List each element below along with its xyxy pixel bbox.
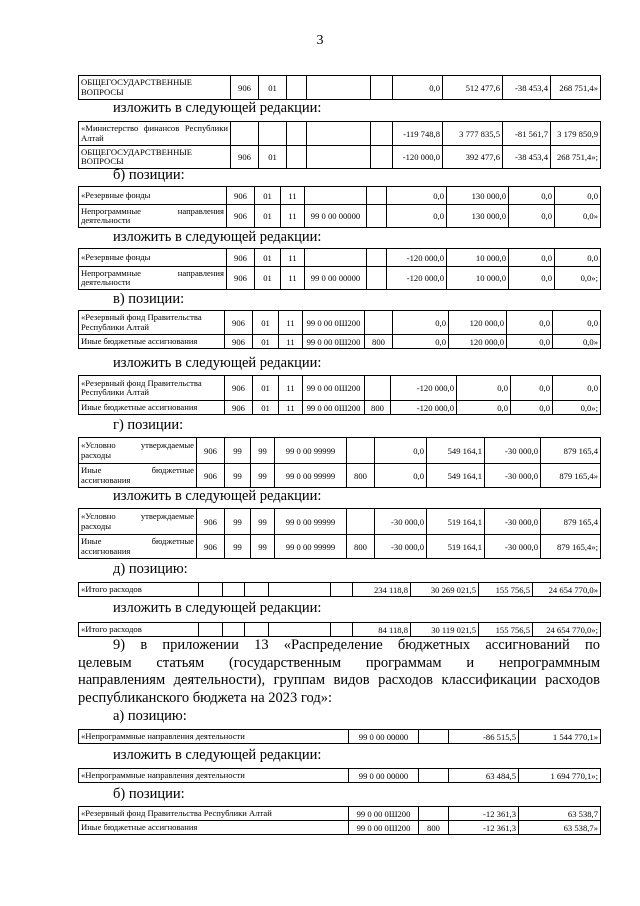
cell-amount: 0,0 xyxy=(375,438,427,464)
cell-target-article: 99 0 00 00000 xyxy=(305,205,367,228)
cell-amount: -30 000,0 xyxy=(375,509,427,535)
cell-name: Непрограммные направления деятельности xyxy=(79,205,227,228)
cell-name: «Непрограммные направления деятельности xyxy=(79,730,349,744)
section-heading: д) позицию: xyxy=(113,561,188,577)
cell-name: «Резервный фонд Правительства Республики Алтай xyxy=(79,376,225,401)
cell-target-article xyxy=(307,76,371,100)
cell-target-article: 99 0 00 0Ш200 xyxy=(349,807,419,821)
cell-amount: 519 164,1 xyxy=(427,509,485,535)
table-row xyxy=(79,438,601,464)
cell-amount: 0,0 xyxy=(511,401,553,415)
cell-subsection: 11 xyxy=(279,376,303,401)
cell-expense-type xyxy=(371,146,393,169)
cell-amount: -81 561,7 xyxy=(503,122,551,146)
cell-name: «Итого расходов xyxy=(79,583,199,597)
table-row xyxy=(79,76,601,100)
cell-amount: 1 694 770,1»; xyxy=(519,769,601,783)
cell-amount: 63 538,7» xyxy=(519,821,601,835)
cell-section: 01 xyxy=(255,205,281,228)
cell-section: 01 xyxy=(255,267,281,290)
cell-amount: 234 118,8 xyxy=(353,583,411,597)
cell-amount: 519 164,1 xyxy=(427,535,485,559)
cell-target-article: 99 0 00 99999 xyxy=(275,535,347,559)
table-row xyxy=(79,187,601,205)
cell-target-article: 99 0 00 0Ш200 xyxy=(303,401,365,415)
cell-name: «Резервный фонд Правительства Республики Алтай xyxy=(79,807,349,821)
cell-subsection: 11 xyxy=(279,401,303,415)
cell-amount: 0,0 xyxy=(553,311,601,335)
cell-amount: 1 544 770,1» xyxy=(519,730,601,744)
cell-expense-type xyxy=(347,438,375,464)
cell-expense-type xyxy=(367,267,387,290)
paragraph-item-9 xyxy=(78,637,600,707)
cell-amount: 30 119 021,5 xyxy=(411,623,479,637)
section-heading: изложить в следующей редакции: xyxy=(113,600,322,616)
cell-name: «Непрограммные направления деятельности xyxy=(79,769,349,783)
cell-target-article: 99 0 00 99999 xyxy=(275,438,347,464)
cell-ministry-code: 906 xyxy=(231,76,259,100)
cell-amount: 0,0 xyxy=(509,205,555,228)
cell-expense-type xyxy=(371,122,393,146)
cell-amount: 0,0» xyxy=(553,335,601,349)
cell-amount: 155 756,5 xyxy=(479,623,533,637)
section-heading: в) позиции: xyxy=(113,291,185,307)
section-heading: изложить в следующей редакции: xyxy=(113,355,322,371)
cell-subsection: 99 xyxy=(251,438,275,464)
cell-section xyxy=(259,122,287,146)
cell-amount: 0,0 xyxy=(509,187,555,205)
cell-section xyxy=(223,583,245,597)
table-row xyxy=(79,807,601,821)
cell-amount: 549 164,1 xyxy=(427,464,485,488)
cell-amount: 268 751,4»; xyxy=(551,146,601,169)
cell-amount: -30 000,0 xyxy=(485,464,541,488)
cell-subsection: 99 xyxy=(251,535,275,559)
cell-amount: 0,0» xyxy=(555,205,601,228)
table-row xyxy=(79,583,601,597)
cell-expense-type xyxy=(331,623,353,637)
cell-target-article xyxy=(307,146,371,169)
cell-section xyxy=(223,623,245,637)
cell-expense-type xyxy=(419,730,449,744)
cell-expense-type xyxy=(371,76,393,100)
cell-name: ОБЩЕГОСУДАРСТВЕННЫЕ ВОПРОСЫ xyxy=(79,146,231,169)
table-row xyxy=(79,535,601,559)
cell-amount: 392 477,6 xyxy=(443,146,503,169)
cell-section: 01 xyxy=(253,376,279,401)
cell-amount: -120 000,0 xyxy=(391,376,457,401)
cell-section: 99 xyxy=(225,438,251,464)
cell-amount: 0,0 xyxy=(507,311,553,335)
page-number: 3 xyxy=(316,33,324,48)
cell-expense-type xyxy=(365,311,393,335)
cell-section: 01 xyxy=(259,76,287,100)
cell-subsection xyxy=(287,122,307,146)
cell-expense-type: 800 xyxy=(347,535,375,559)
cell-ministry-code: 906 xyxy=(227,267,255,290)
cell-name: «Резервный фонд Правительства Республики Алтай xyxy=(79,311,225,335)
cell-amount: 879 165,4» xyxy=(541,464,601,488)
table-reserve-fund-government-old xyxy=(78,310,601,349)
cell-ministry-code: 906 xyxy=(225,335,253,349)
table-row xyxy=(79,769,601,783)
cell-expense-type xyxy=(367,187,387,205)
paragraph-line: целевым статьям (государственным программам и непрограммным xyxy=(78,654,600,671)
cell-amount: -30 000,0 xyxy=(375,535,427,559)
cell-amount: -38 453,4 xyxy=(503,146,551,169)
cell-name: Иные бюджетные ассигнования xyxy=(79,401,225,415)
table-row xyxy=(79,509,601,535)
cell-amount: 879 165,4 xyxy=(541,438,601,464)
cell-amount: 24 654 770,0» xyxy=(533,583,601,597)
cell-amount: 3 777 835,5 xyxy=(443,122,503,146)
cell-amount: 0,0 xyxy=(393,335,449,349)
cell-amount: 0,0 xyxy=(375,464,427,488)
cell-subsection: 11 xyxy=(281,267,305,290)
cell-target-article: 99 0 00 0Ш200 xyxy=(303,311,365,335)
cell-amount: 0,0 xyxy=(393,311,449,335)
table-total-expenses-old xyxy=(78,582,601,597)
cell-name: Иные бюджетные ассигнования xyxy=(79,821,349,835)
cell-expense-type xyxy=(365,376,391,401)
section-heading: изложить в следующей редакции: xyxy=(113,229,322,245)
cell-amount: 120 000,0 xyxy=(449,335,507,349)
cell-amount: 10 000,0 xyxy=(447,267,509,290)
table-reserve-fund-government-target xyxy=(78,806,601,835)
section-heading: изложить в следующей редакции: xyxy=(113,488,322,504)
section-heading: изложить в следующей редакции: xyxy=(113,100,322,116)
cell-amount: -120 000,0 xyxy=(387,249,447,267)
cell-amount: -12 361,3 xyxy=(449,821,519,835)
cell-amount: 0,0 xyxy=(393,76,443,100)
cell-amount: 0,0 xyxy=(555,249,601,267)
table-total-expenses-new xyxy=(78,622,601,637)
cell-amount: 0,0»; xyxy=(555,267,601,290)
cell-amount: -86 515,5 xyxy=(449,730,519,744)
cell-amount: 63 484,5 xyxy=(449,769,519,783)
cell-amount: 0,0 xyxy=(457,401,511,415)
table-row xyxy=(79,464,601,488)
cell-amount: -12 361,3 xyxy=(449,807,519,821)
cell-ministry-code xyxy=(231,122,259,146)
cell-ministry-code: 906 xyxy=(227,187,255,205)
cell-name: Иные бюджетные ассигнования xyxy=(79,335,225,349)
cell-amount: -30 000,0 xyxy=(485,509,541,535)
cell-amount: 130 000,0 xyxy=(447,187,509,205)
cell-amount: 0,0»; xyxy=(553,401,601,415)
cell-amount: 879 165,4 xyxy=(541,509,601,535)
cell-subsection: 11 xyxy=(281,187,305,205)
cell-ministry-code: 906 xyxy=(225,401,253,415)
cell-target-article xyxy=(305,187,367,205)
paragraph-line: 9) в приложении 13 «Распределение бюджетных ассигнований по xyxy=(113,637,600,653)
cell-amount: 0,0 xyxy=(387,205,447,228)
cell-amount: 268 751,4» xyxy=(551,76,601,100)
cell-amount: -30 000,0 xyxy=(485,535,541,559)
cell-name: «Условно утверждаемые расходы xyxy=(79,509,197,535)
cell-target-article: 99 0 00 00000 xyxy=(349,769,419,783)
cell-amount: -119 748,8 xyxy=(393,122,443,146)
cell-subsection: 11 xyxy=(279,335,303,349)
cell-section: 01 xyxy=(253,401,279,415)
table-row xyxy=(79,730,601,744)
cell-target-article: 99 0 00 99999 xyxy=(275,509,347,535)
cell-subsection xyxy=(287,76,307,100)
cell-target-article xyxy=(269,583,331,597)
cell-subsection: 99 xyxy=(251,464,275,488)
cell-subsection: 11 xyxy=(281,205,305,228)
cell-section: 01 xyxy=(253,311,279,335)
table-row xyxy=(79,146,601,169)
cell-name: «Условно утверждаемые расходы xyxy=(79,438,197,464)
cell-target-article: 99 0 00 99999 xyxy=(275,464,347,488)
cell-target-article: 99 0 00 00000 xyxy=(349,730,419,744)
cell-ministry-code: 906 xyxy=(197,509,225,535)
cell-amount: 0,0 xyxy=(509,267,555,290)
cell-ministry-code: 906 xyxy=(231,146,259,169)
table-nonprogram-directions-new xyxy=(78,768,601,783)
cell-ministry-code xyxy=(199,583,223,597)
section-heading: б) позиции: xyxy=(113,786,185,802)
cell-amount: -120 000,0 xyxy=(387,267,447,290)
cell-amount: 0,0 xyxy=(457,376,511,401)
cell-target-article xyxy=(269,623,331,637)
table-conditional-expenses-new xyxy=(78,508,601,559)
cell-amount: 0,0 xyxy=(553,376,601,401)
cell-name: Иные бюджетные ассигнования xyxy=(79,535,197,559)
table-row xyxy=(79,311,601,335)
cell-amount: 63 538,7 xyxy=(519,807,601,821)
cell-amount: 155 756,5 xyxy=(479,583,533,597)
cell-target-article: 99 0 00 0Ш200 xyxy=(349,821,419,835)
paragraph-line: республиканского бюджета на 2023 год»: xyxy=(78,689,332,706)
cell-target-article: 99 0 00 00000 xyxy=(305,267,367,290)
cell-ministry-code xyxy=(199,623,223,637)
cell-expense-type xyxy=(347,509,375,535)
cell-expense-type: 800 xyxy=(365,335,393,349)
table-row xyxy=(79,623,601,637)
table-row xyxy=(79,205,601,228)
cell-subsection: 11 xyxy=(281,249,305,267)
table-row xyxy=(79,376,601,401)
section-heading: б) позиции: xyxy=(113,167,185,183)
cell-section: 01 xyxy=(253,335,279,349)
cell-amount: 120 000,0 xyxy=(449,311,507,335)
cell-amount: -38 453,4 xyxy=(503,76,551,100)
cell-amount: 0,0 xyxy=(387,187,447,205)
cell-ministry-code: 906 xyxy=(225,376,253,401)
cell-ministry-code: 906 xyxy=(197,464,225,488)
cell-ministry-code: 906 xyxy=(197,535,225,559)
cell-ministry-code: 906 xyxy=(197,438,225,464)
section-heading: г) позиции: xyxy=(113,417,184,433)
cell-expense-type xyxy=(331,583,353,597)
cell-expense-type: 800 xyxy=(365,401,391,415)
cell-target-article: 99 0 00 0Ш200 xyxy=(303,335,365,349)
cell-ministry-code: 906 xyxy=(227,205,255,228)
cell-name: «Резервные фонды xyxy=(79,249,227,267)
cell-expense-type xyxy=(419,769,449,783)
cell-amount: -30 000,0 xyxy=(485,438,541,464)
cell-amount: 10 000,0 xyxy=(447,249,509,267)
cell-section: 99 xyxy=(225,509,251,535)
cell-amount: 3 179 850,9 xyxy=(551,122,601,146)
cell-ministry-code: 906 xyxy=(227,249,255,267)
table-row xyxy=(79,249,601,267)
table-general-issues-new xyxy=(78,121,601,169)
cell-subsection xyxy=(245,623,269,637)
cell-amount: 130 000,0 xyxy=(447,205,509,228)
cell-subsection: 99 xyxy=(251,509,275,535)
cell-target-article xyxy=(307,122,371,146)
cell-amount: 549 164,1 xyxy=(427,438,485,464)
cell-amount: 0,0 xyxy=(511,376,553,401)
cell-amount: 0,0 xyxy=(507,335,553,349)
cell-amount: 512 477,6 xyxy=(443,76,503,100)
cell-expense-type xyxy=(367,205,387,228)
table-row xyxy=(79,267,601,290)
cell-amount: -120 000,0 xyxy=(391,401,457,415)
cell-ministry-code: 906 xyxy=(225,311,253,335)
cell-expense-type: 800 xyxy=(419,821,449,835)
table-nonprogram-directions-old xyxy=(78,729,601,744)
cell-amount: 0,0 xyxy=(555,187,601,205)
cell-section: 01 xyxy=(255,249,281,267)
cell-name: Непрограммные направления деятельности xyxy=(79,267,227,290)
paragraph-line: направлениям деятельности), группам видов расходов классификации расходов xyxy=(78,672,600,688)
cell-section: 99 xyxy=(225,464,251,488)
cell-section: 01 xyxy=(255,187,281,205)
cell-amount: 879 165,4»; xyxy=(541,535,601,559)
cell-amount: 24 654 770,0»; xyxy=(533,623,601,637)
cell-name: ОБЩЕГОСУДАРСТВЕННЫЕ ВОПРОСЫ xyxy=(79,76,231,100)
cell-expense-type: 800 xyxy=(347,464,375,488)
cell-name: «Министерство финансов Республики Алтай xyxy=(79,122,231,146)
cell-amount: 84 118,8 xyxy=(353,623,411,637)
table-reserve-fund-government-new xyxy=(78,375,601,415)
cell-subsection xyxy=(245,583,269,597)
cell-section: 01 xyxy=(259,146,287,169)
cell-section: 99 xyxy=(225,535,251,559)
cell-expense-type xyxy=(367,249,387,267)
cell-subsection xyxy=(287,146,307,169)
cell-name: «Итого расходов xyxy=(79,623,199,637)
cell-target-article: 99 0 00 0Ш200 xyxy=(303,376,365,401)
cell-name: Иные бюджетные ассигнования xyxy=(79,464,197,488)
section-heading: изложить в следующей редакции: xyxy=(113,747,322,763)
table-row xyxy=(79,335,601,349)
cell-expense-type xyxy=(419,807,449,821)
table-reserve-funds-old xyxy=(78,186,601,228)
table-conditional-expenses-old xyxy=(78,437,601,488)
table-row xyxy=(79,401,601,415)
section-heading: а) позицию: xyxy=(113,708,187,724)
table-row xyxy=(79,821,601,835)
cell-subsection: 11 xyxy=(279,311,303,335)
table-general-issues-old xyxy=(78,75,601,100)
cell-amount: 30 269 021,5 xyxy=(411,583,479,597)
cell-amount: 0,0 xyxy=(509,249,555,267)
table-reserve-funds-new xyxy=(78,248,601,290)
cell-name: «Резервные фонды xyxy=(79,187,227,205)
cell-target-article xyxy=(305,249,367,267)
table-row xyxy=(79,122,601,146)
cell-amount: -120 000,0 xyxy=(393,146,443,169)
